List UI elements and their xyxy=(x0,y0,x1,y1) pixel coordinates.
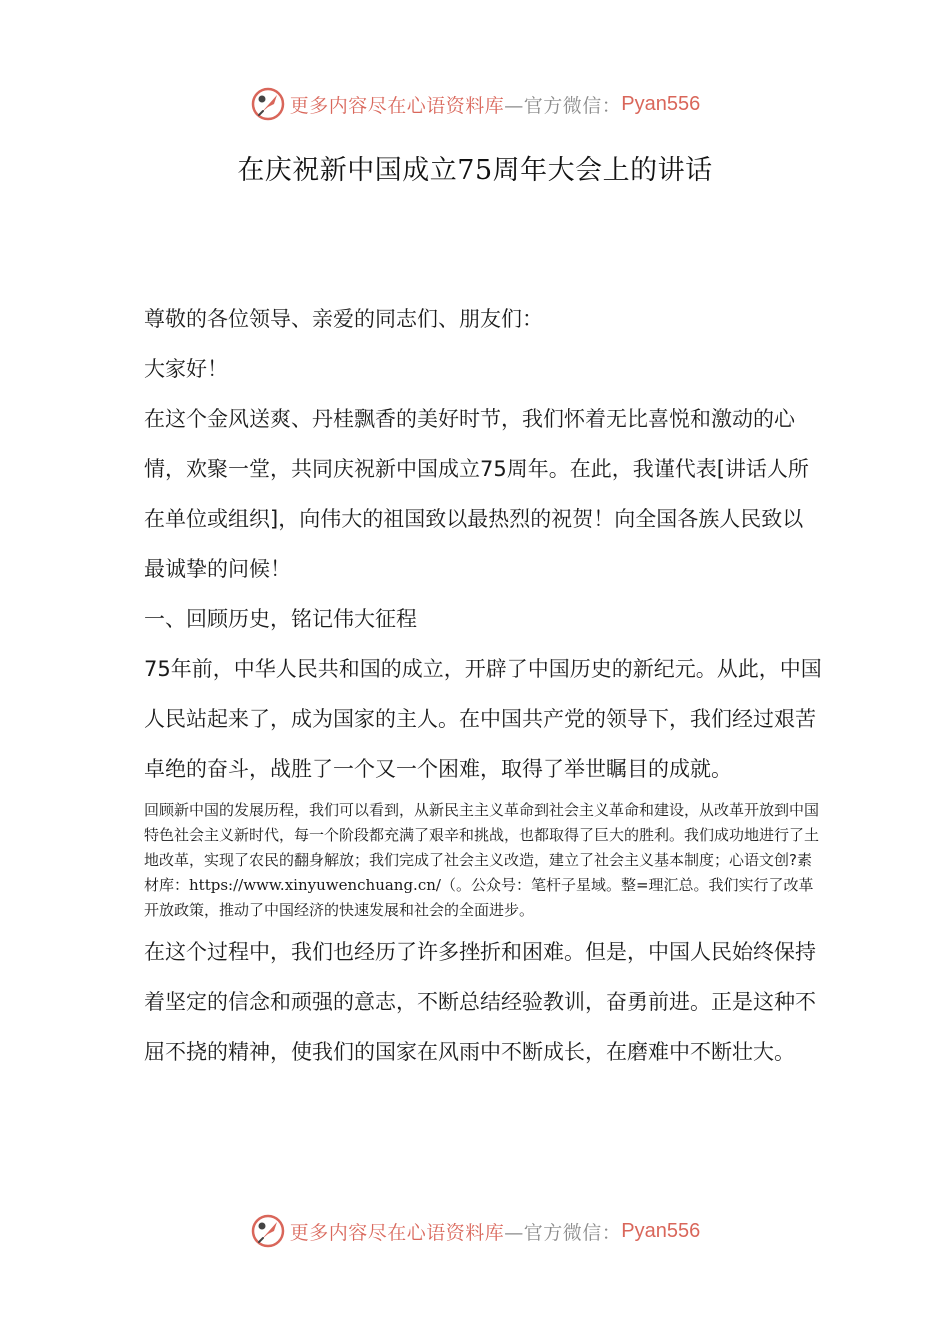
footer-wechat-id: Pyan556 xyxy=(621,1219,701,1242)
quill-logo-icon xyxy=(250,1213,286,1249)
document-title: 在庆祝新中国成立75周年大会上的讲话 xyxy=(237,155,713,186)
perseverance-paragraph: 在这个过程中，我们也经历了许多挫折和困难。但是，中国人民始终保持着坚定的信念和顽强的意志，不断总结经验教训，奋勇前进。正是这种不屈不挠的精神，使我们的国家在风雨中不断成长，在磨难中不断壮大。 xyxy=(144,940,816,1064)
quill-logo-icon xyxy=(250,86,286,122)
review-text-a: 回顾新中国的发展历程，我们可以看到，从新民主主义革命到社会主义革命和建设，从改革开放到中国特色社会主义新时代，每一个阶段都充满了艰辛和挑战，也都取得了巨大的胜利。我们成功地进行了土地改革，实现了农民的翻身解放；我们完成了社会主义改造，建立了社会主义基本制度；心语文创?素材库： xyxy=(144,801,820,894)
salutation: 尊敬的各位领导、亲爱的同志们、朋友们： xyxy=(144,307,543,331)
opening-paragraph: 在这个金风送爽、丹桂飘香的美好时节，我们怀着无比喜悦和激动的心情，欢聚一堂，共同庆祝新中国成立75周年。在此，我谨代表[讲话人所在单位或组织]，向伟大的祖国致以最热烈的祝贺！向全国各族人民致以最诚挚的问候！ xyxy=(144,407,809,581)
banner-wechat-id: Pyan556 xyxy=(621,92,701,115)
banner-highlight: 更多内容尽在心语资料库 xyxy=(289,94,505,117)
banner-separator: —官方微信： xyxy=(504,94,622,117)
review-url: https://www.xinyuwenchuang.cn/ xyxy=(189,876,441,894)
footer-banner xyxy=(0,1211,950,1251)
history-paragraph: 75年前，中华人民共和国的成立，开辟了中国历史的新纪元。从此，中国人民站起来了，成为国家的主人。在中国共产党的领导下，我们经过艰苦卓绝的奋斗，战胜了一个又一个困难，取得了举世瞩目的成就。 xyxy=(144,657,822,781)
review-text-b: （。公众号：笔杆子星域。整=理汇总。我们实行了改革开放政策，推动了中国经济的快速发展和社会的全面进步。 xyxy=(144,876,814,919)
document-body xyxy=(144,294,824,1077)
footer-highlight: 更多内容尽在心语资料库 xyxy=(289,1221,505,1244)
footer-separator: —官方微信： xyxy=(504,1221,622,1244)
header-banner xyxy=(0,84,950,124)
review-paragraph xyxy=(144,798,824,923)
greeting: 大家好！ xyxy=(144,357,228,381)
section-heading: 一、回顾历史，铭记伟大征程 xyxy=(144,607,417,631)
